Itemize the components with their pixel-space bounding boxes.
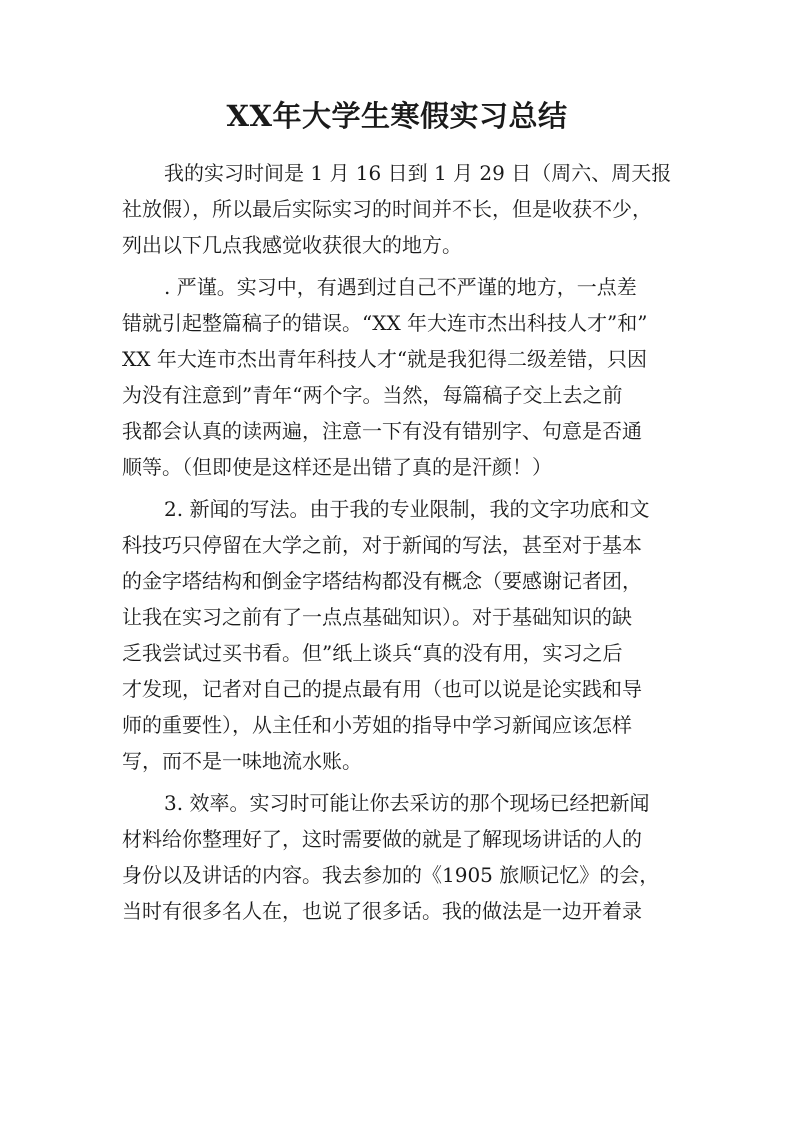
paragraph-line: 错就引起整篇稿子的错误。“XX 年大连市杰出科技人才”和” <box>122 311 648 335</box>
paragraph-line: . 严谨。实习中，有遇到过自己不严谨的地方，一点差 <box>164 275 637 299</box>
paragraph-line: 2. 新闻的写法。由于我的专业限制，我的文字功底和文 <box>164 497 650 521</box>
document-title: XX年大学生寒假实习总结 <box>226 99 568 133</box>
paragraph-line: 写，而不是一味地流水账。 <box>122 749 362 773</box>
paragraph-line: 我都会认真的读两遍，注意一下有没有错别字、句意是否通 <box>122 419 642 443</box>
paragraph-line: 师的重要性），从主任和小芳姐的指导中学习新闻应该怎样 <box>122 713 632 737</box>
paragraph-line: 乏我尝试过买书看。但”纸上谈兵“真的没有用，实习之后 <box>122 641 623 665</box>
paragraph-line: 为没有注意到”青年“两个字。当然，每篇稿子交上去之前 <box>122 383 623 407</box>
paragraph-line: 社放假），所以最后实际实习的时间并不长，但是收获不少， <box>122 197 652 221</box>
paragraph-line: XX 年大连市杰出青年科技人才“就是我犯得二级差错，只因 <box>122 347 648 371</box>
paragraph-line: 科技巧只停留在大学之前，对于新闻的写法，甚至对于基本 <box>122 533 642 557</box>
paragraph-3 <box>122 491 678 779</box>
paragraph-2 <box>122 269 678 485</box>
paragraph-line: 当时有很多名人在，也说了很多话。我的做法是一边开着录 <box>122 899 642 923</box>
paragraph-line: 顺等。（但即使是这样还是出错了真的是汗颜！） <box>122 455 552 479</box>
paragraph-line: 3. 效率。实习时可能让你去采访的那个现场已经把新闻 <box>164 791 650 815</box>
document-body <box>122 155 678 929</box>
paragraph-line: 列出以下几点我感觉收获很大的地方。 <box>122 233 462 257</box>
paragraph-line: 才发现，记者对自己的提点最有用（也可以说是论实践和导 <box>122 677 642 701</box>
paragraph-line: 的金字塔结构和倒金字塔结构都没有概念（要感谢记者团， <box>122 569 642 593</box>
paragraph-line: 身份以及讲话的内容。我去参加的《1905 旅顺记忆》的会， <box>122 863 660 887</box>
paragraph-1 <box>122 155 678 263</box>
paragraph-line: 我的实习时间是 1 月 16 日到 1 月 29 日（周六、周天报 <box>164 161 672 185</box>
paragraph-4 <box>122 785 678 929</box>
paragraph-line: 让我在实习之前有了一点点基础知识）。对于基础知识的缺 <box>122 605 632 629</box>
paragraph-line: 材料给你整理好了，这时需要做的就是了解现场讲话的人的 <box>122 827 642 851</box>
